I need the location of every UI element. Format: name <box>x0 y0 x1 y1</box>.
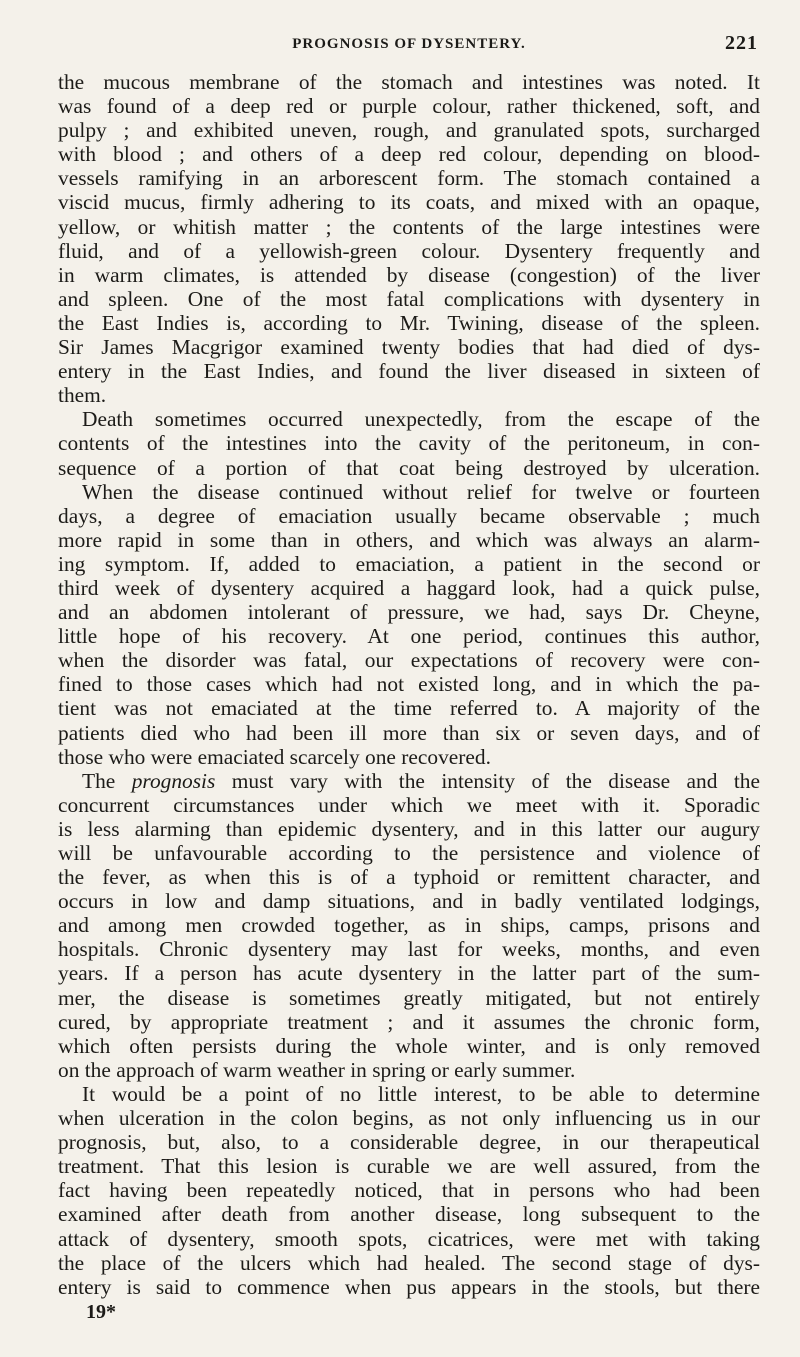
text-line: with blood ; and others of a deep red colour, depending on blood- <box>58 142 760 167</box>
text-line: hospitals. Chronic dysentery may last for weeks, months, and even <box>58 937 760 962</box>
text-line: cured, by appropriate treatment ; and it assumes the chronic form, <box>58 1009 760 1034</box>
text-line: treatment. That this lesion is curable we are well assured, from the <box>58 1154 760 1179</box>
text-line: days, a degree of emaciation usually became observable ; much <box>58 503 760 528</box>
text-line: entery is said to commence when pus appears in the stools, but there <box>58 1274 760 1299</box>
text-line: on the approach of warm weather in spring or early summer. <box>58 1057 576 1082</box>
text-line: occurs in low and damp situations, and in badly ventilated lodgings, <box>58 889 760 914</box>
text-line: viscid mucus, firmly adhering to its coats, and mixed with an opaque, <box>58 190 760 215</box>
text-line: mer, the disease is sometimes greatly mitigated, but not entirely <box>58 985 760 1010</box>
text-line: and spleen. One of the most fatal complications with dysentery in <box>58 286 760 311</box>
text-line: when ulceration in the colon begins, as not only influencing us in our <box>58 1106 760 1131</box>
text-line: the place of the ulcers which had healed. The second stage of dys- <box>58 1250 760 1275</box>
text-line: prognosis, but, also, to a considerable degree, in our therapeutical <box>58 1130 760 1155</box>
text-line: yellow, or whitish matter ; the contents of the large intestines were <box>58 214 760 239</box>
text-line: fined to those cases which had not existed long, and in which the pa- <box>58 672 760 697</box>
text-line: concurrent circumstances under which we meet with it. Sporadic <box>58 792 760 817</box>
text-line: is less alarming than epidemic dysentery, and in this latter our augury <box>58 816 760 841</box>
text-line: pulpy ; and exhibited uneven, rough, and granulated spots, surcharged <box>58 118 760 143</box>
text-line: sequence of a portion of that coat being destroyed by ulceration. <box>58 455 760 480</box>
text-line: third week of dysentery acquired a haggard look, had a quick pulse, <box>58 575 760 600</box>
paragraph-start-line: Death sometimes occurred unexpectedly, from the escape of the <box>82 407 760 432</box>
prognosis-line-rest: must vary with the intensity of the disease and the <box>231 768 760 793</box>
text-line: the mucous membrane of the stomach and intestines was noted. It <box>58 70 760 94</box>
text-line: was found of a deep red or purple colour, rather thickened, soft, and <box>58 94 760 119</box>
text-line: patients died who had been ill more than six or seven days, and of <box>58 720 760 745</box>
paragraph-start-line <box>58 769 760 793</box>
text-line: vessels ramifying in an arborescent form. The stomach contained a <box>58 166 760 191</box>
text-line: When the disease continued without relief for twelve or fourteen <box>82 479 760 504</box>
text-line: attack of dysentery, smooth spots, cicatrices, were met with taking <box>58 1226 760 1251</box>
prognosis-italic-term: prognosis <box>131 768 216 793</box>
text-line: ing symptom. If, added to emaciation, a patient in the second or <box>58 551 760 576</box>
text-line: the East Indies is, according to Mr. Twining, disease of the spleen. <box>58 310 760 335</box>
text-line: them. <box>58 383 107 408</box>
text-line: examined after death from another disease, long subsequent to the <box>58 1202 760 1227</box>
running-title: PROGNOSIS OF DYSENTERY. <box>292 36 526 52</box>
text-line: more rapid in some than in others, and which was always an alarm- <box>58 527 760 552</box>
text-line: and among men crowded together, as in ships, camps, prisons and <box>58 913 760 938</box>
text-line: entery in the East Indies, and found the liver diseased in sixteen of <box>58 359 760 384</box>
running-head <box>58 32 760 62</box>
text-line: fact having been repeatedly noticed, that in persons who had been <box>58 1178 760 1203</box>
text-line: which often persists during the whole winter, and is only removed <box>58 1033 760 1058</box>
text-line: contents of the intestines into the cavity of the peritoneum, in con- <box>58 431 760 456</box>
text-line: when the disorder was fatal, our expectations of recovery were con- <box>58 648 760 673</box>
paragraph-start-line: It would be a point of no little interest, to be able to determine <box>82 1081 760 1106</box>
page-number: 221 <box>725 32 758 54</box>
text-line: those who were emaciated scarcely one recovered. <box>58 744 491 769</box>
text-line: will be unfavourable according to the persistence and violence of <box>58 841 760 865</box>
signature-mark: 19* <box>86 1300 116 1323</box>
text-line: tient was not emaciated at the time referred to. A majority of the <box>58 696 760 721</box>
text-line: little hope of his recovery. At one period, continues this author, <box>58 624 760 649</box>
text-line: in warm climates, is attended by disease (congestion) of the liver <box>58 262 760 287</box>
text-line: the fever, as when this is of a typhoid or remittent character, and <box>58 865 760 890</box>
text-line: and an abdomen intolerant of pressure, we had, says Dr. Cheyne, <box>58 600 760 625</box>
text-line: fluid, and of a yellowish-green colour. Dysentery frequently and <box>58 238 760 263</box>
text-line: years. If a person has acute dysentery in the latter part of the sum- <box>58 961 760 986</box>
text-line: Sir James Macgrigor examined twenty bodies that had died of dys- <box>58 335 760 360</box>
body-text <box>58 70 760 1299</box>
prognosis-lead-word: The <box>82 768 116 793</box>
